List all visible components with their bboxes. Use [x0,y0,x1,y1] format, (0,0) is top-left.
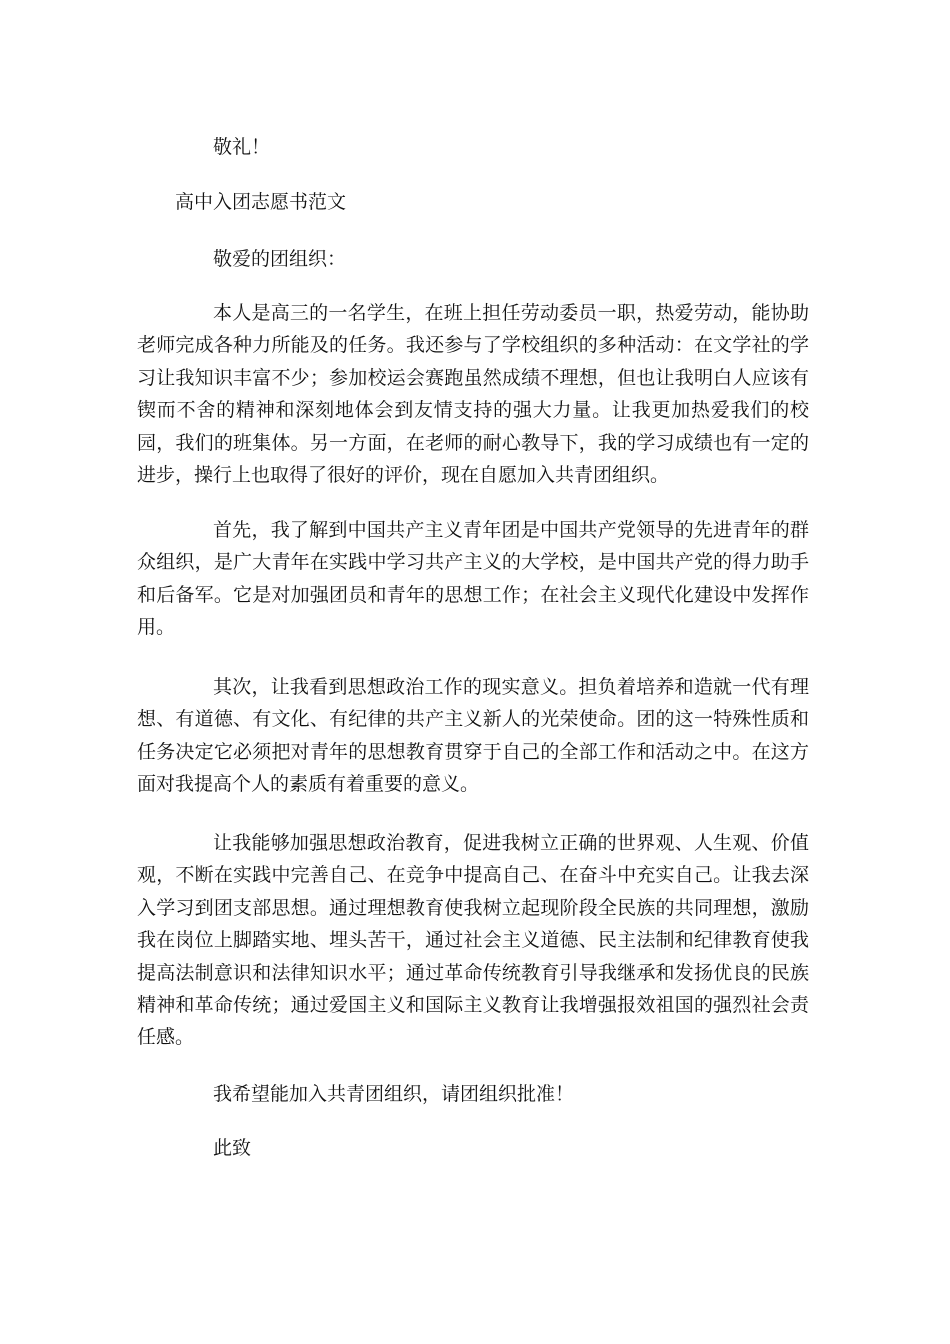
document-title: 高中入团志愿书范文 [175,191,347,213]
paragraph-introduction: 本人是高三的一名学生，在班上担任劳动委员一职，热爱劳动，能协助老师完成各种力所能及的任务。我还参与了学校组织的多种活动：在文学社的学习让我知识丰富不少；参加校运会赛跑虽然成绩不理想，但也让我明白人应该有锲而不舍的精神和深刻地体会到友情支持的强大力量。让我更加热爱我们的校园，我们的班集体。另一方面，在老师的耐心教导下，我的学习成绩也有一定的进步，操行上也取得了很好的评价，现在自愿加入共青团组织。 [137,302,809,487]
paragraph-first: 首先，我了解到中国共产主义青年团是中国共产党领导的先进青年的群众组织，是广大青年在实践中学习共产主义的大学校，是中国共产党的得力助手和后备军。它是对加强团员和青年的思想工作；在社会主义现代化建设中发挥作用。 [137,519,809,639]
paragraph-third: 让我能够加强思想政治教育，促进我树立正确的世界观、人生观、价值观，不断在实践中完善自己、在竞争中提高自己、在奋斗中充实自己。让我去深入学习到团支部思想。通过理想教育使我树立起现阶段全民族的共同理想，激励我在岗位上脚踏实地、埋头苦干，通过社会主义道德、民主法制和纪律教育使我提高法制意识和法律知识水平；通过革命传统教育引导我继承和发扬优良的民族精神和革命传统；通过爱国主义和国际主义教育让我增强报效祖国的强烈社会责任感。 [137,832,809,1049]
paragraph-request: 我希望能加入共青团组织，请团组织批准！ [213,1083,575,1105]
salutation-close: 敬礼！ [213,136,271,158]
greeting: 敬爱的团组织： [213,248,347,270]
paragraph-second: 其次，让我看到思想政治工作的现实意义。担负着培养和造就一代有理想、有道德、有文化、有纪律的共产主义新人的光荣使命。团的这一特殊性质和任务决定它必须把对青年的思想教育贯穿于自己的全部工作和活动之中。在这方面对我提高个人的素质有着重要的意义。 [137,676,809,796]
closing-phrase: 此致 [213,1137,252,1159]
